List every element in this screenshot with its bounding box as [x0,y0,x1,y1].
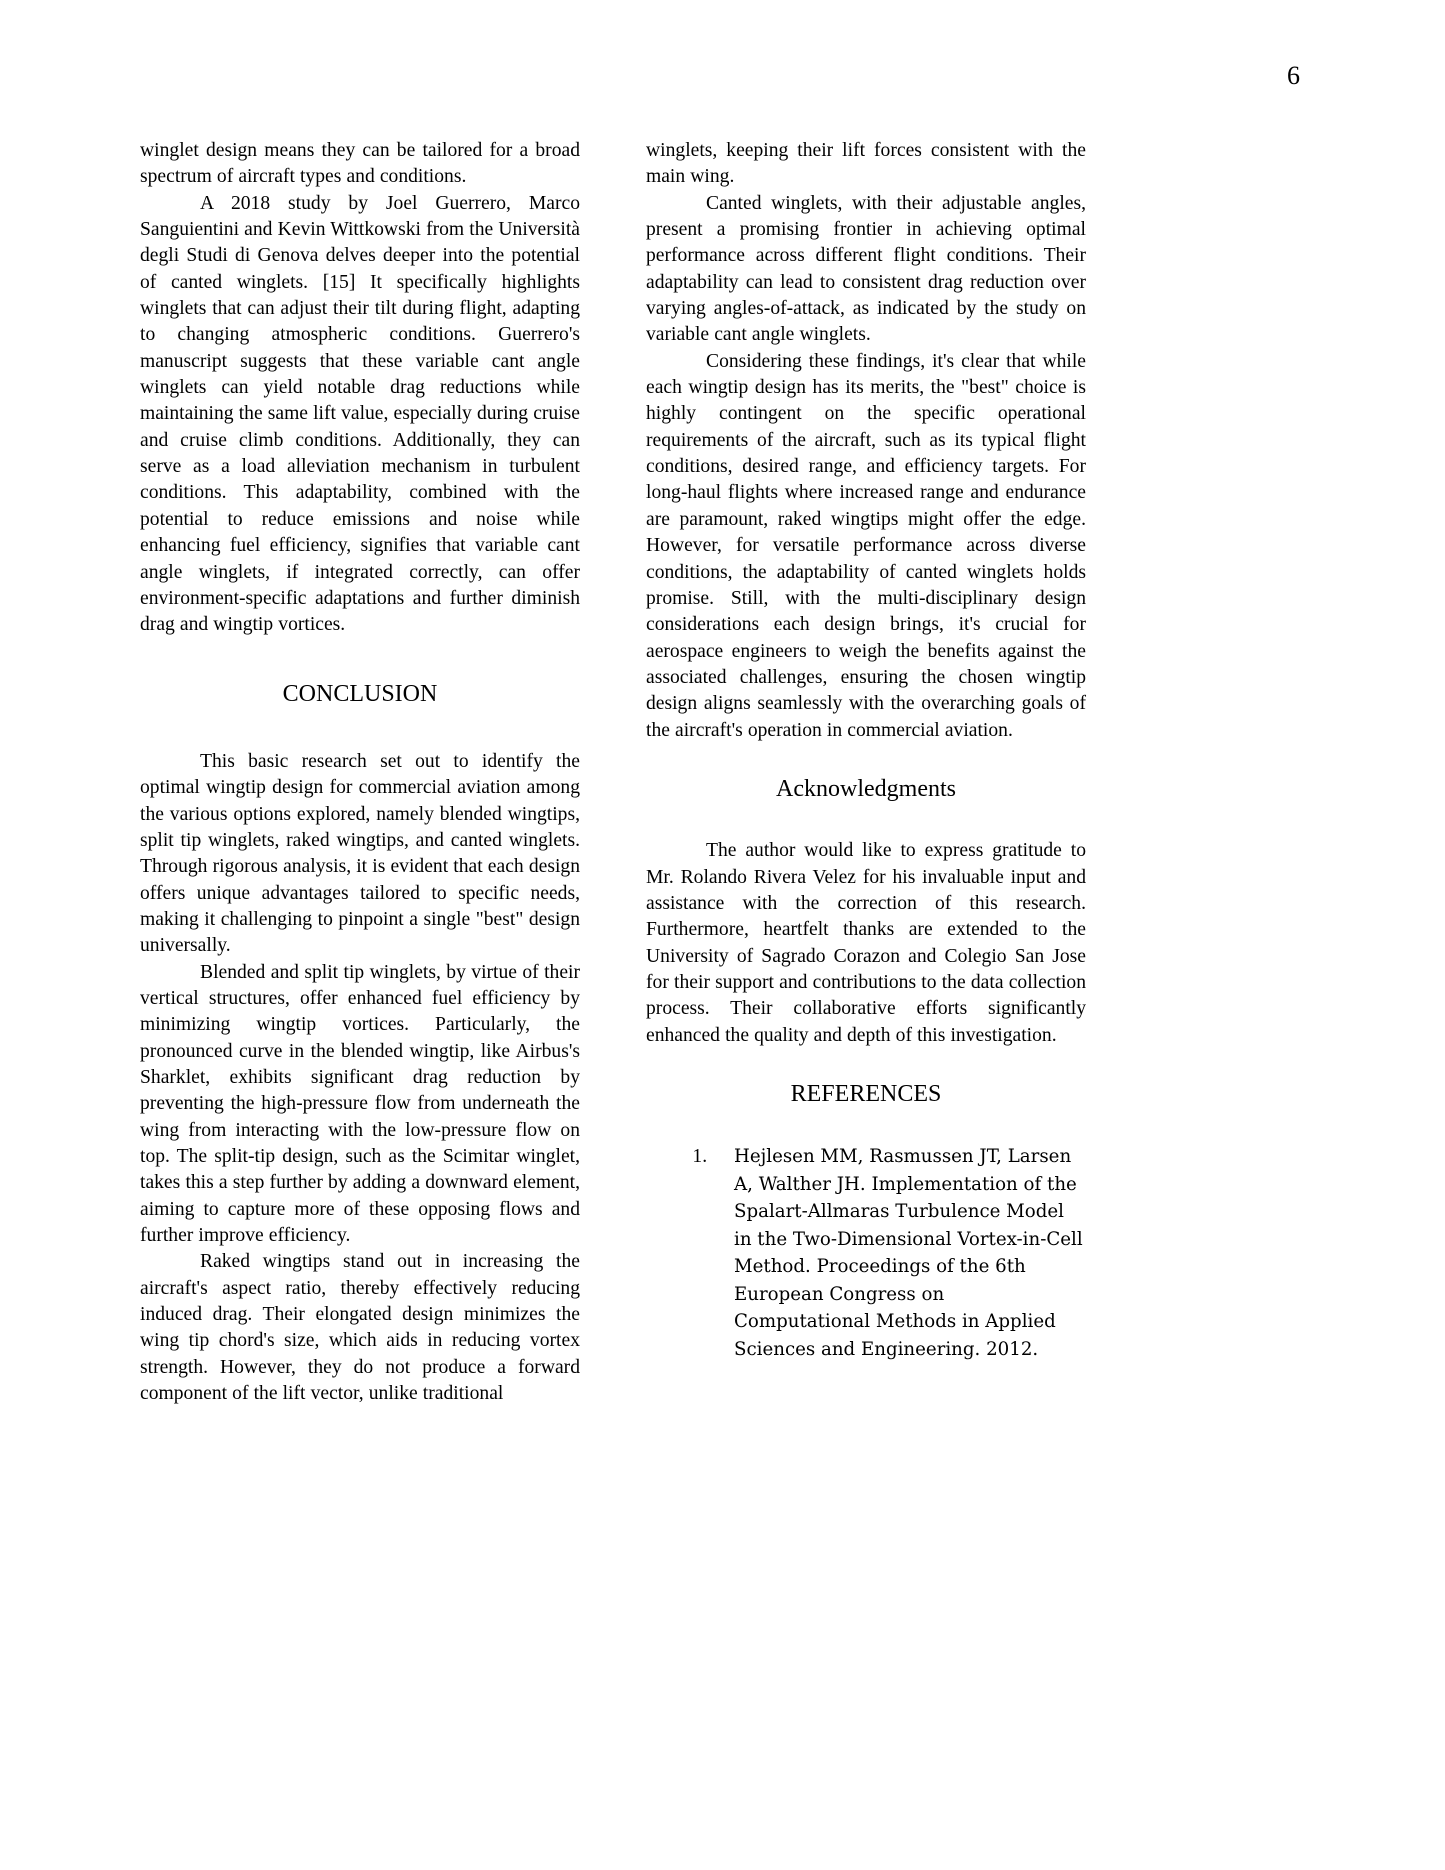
two-column-layout [140,138,1300,1407]
spacer [646,1049,1086,1081]
spacer [140,639,580,681]
paragraph-conclusion-3: Raked wingtips stand out in increasing the aircraft's aspect ratio, thereby effectively reducing induced drag. Their elongated design minimizes the wing tip chord's size, which aids in reducing vortex strength. However, they do not produce a forward component of the lift vector, unlike traditional [140,1251,580,1405]
reference-item: 1. Hejlesen MM, Rasmussen JT, Larsen A, Walther JH. Implementation of the Spalart-Allmaras Turbulence Model in the Two-Dimensional Vortex-in-Cell Method. Proceedings of the 6th European Congress on Computational Methods in Applied Sciences and Engineering. 2012. [712,1143,1086,1363]
paragraph-continuation: winglet design means they can be tailored for a broad spectrum of aircraft types and conditions. [140,140,580,188]
spacer [646,744,1086,776]
paragraph-considering-findings: Considering these findings, it's clear that while each wingtip design has its merits, the "best" choice is highly contingent on the specific operational requirements of the aircraft, such as its typical flight conditions, desired range, and efficiency targets. For long-haul flights where increased range and endurance are paramount, raked wingtips might offer the edge. However, for versatile performance across diverse conditions, the adaptability of canted winglets holds promise. Still, with the multi-disciplinary design considerations each design brings, it's crucial for aerospace engineers to weigh the benefits against the associated challenges, ensuring the chosen wingtip design aligns seamlessly with the overarching goals of the aircraft's operation in commercial aviation. [646,350,1086,741]
left-column [140,138,580,1407]
page-number: 6 [1287,61,1300,90]
paragraph-canted-winglets: Canted winglets, with their adjustable angles, present a promising frontier in achieving optimal performance across different flight conditions. Their adaptability can lead to consistent drag reduction over varying angles-of-attack, as indicated by the study on variable cant angle winglets. [646,192,1086,346]
reference-list [646,1143,1086,1363]
paragraph-continuation-right: winglets, keeping their lift forces consistent with the main wing. [646,140,1086,188]
paragraph-acknowledgments: The author would like to express gratitude to Mr. Rolando Rivera Velez for his invaluable input and assistance with the correction of this research. Furthermore, heartfelt thanks are extended to the University of Sagrado Corazon and Colegio San Jose for their support and contributions to the data collection process. Their collaborative efforts significantly enhanced the quality and depth of this investigation. [646,840,1086,1046]
right-column [646,138,1086,1407]
section-heading-acknowledgments: Acknowledgments [776,775,956,802]
section-heading-references: REFERENCES [790,1081,942,1107]
spacer [646,802,1086,838]
paragraph-conclusion-1: This basic research set out to identify the optimal wingtip design for commercial aviation among the various options explored, namely blended wingtips, split tip winglets, raked wingtips, and canted winglets. Through rigorous analysis, it is evident that each design offers unique advantages tailored to specific needs, making it challenging to pinpoint a single "best" design universally. [140,750,580,957]
section-heading-conclusion: CONCLUSION [282,680,438,707]
paragraph-conclusion-2: Blended and split tip winglets, by virtue of their vertical structures, offer enhanced fuel efficiency by minimizing wingtip vortices. Particularly, the pronounced curve in the blended wingtip, like Airbus's Sharklet, exhibits significant drag reduction by preventing the high-pressure flow from underneath the wing from interacting with the low-pressure flow on top. The split-tip design, such as the Scimitar winglet, takes this a step further by adding a downward element, aiming to capture more of these opposing flows and further improve efficiency. [140,961,580,1247]
spacer [140,707,580,749]
paragraph-guerrero-study: A 2018 study by Joel Guerrero, Marco Sanguientini and Kevin Wittkowski from the Università degli Studi di Genova delves deeper into the potential of canted winglets. [15] It specifically highlights winglets that can adjust their tilt during flight, adapting to changing atmospheric conditions. Guerrero's manuscript suggests that these variable cant angle winglets can yield notable drag reductions while maintaining the same lift value, especially during cruise and cruise climb conditions. Additionally, they can serve as a load alleviation mechanism in turbulent conditions. This adaptability, combined with the potential to reduce emissions and noise while enhancing fuel efficiency, signifies that variable cant angle winglets, if integrated correctly, can offer environment-specific adaptations and further diminish drag and wingtip vortices. [140,192,580,636]
spacer [646,1107,1086,1143]
